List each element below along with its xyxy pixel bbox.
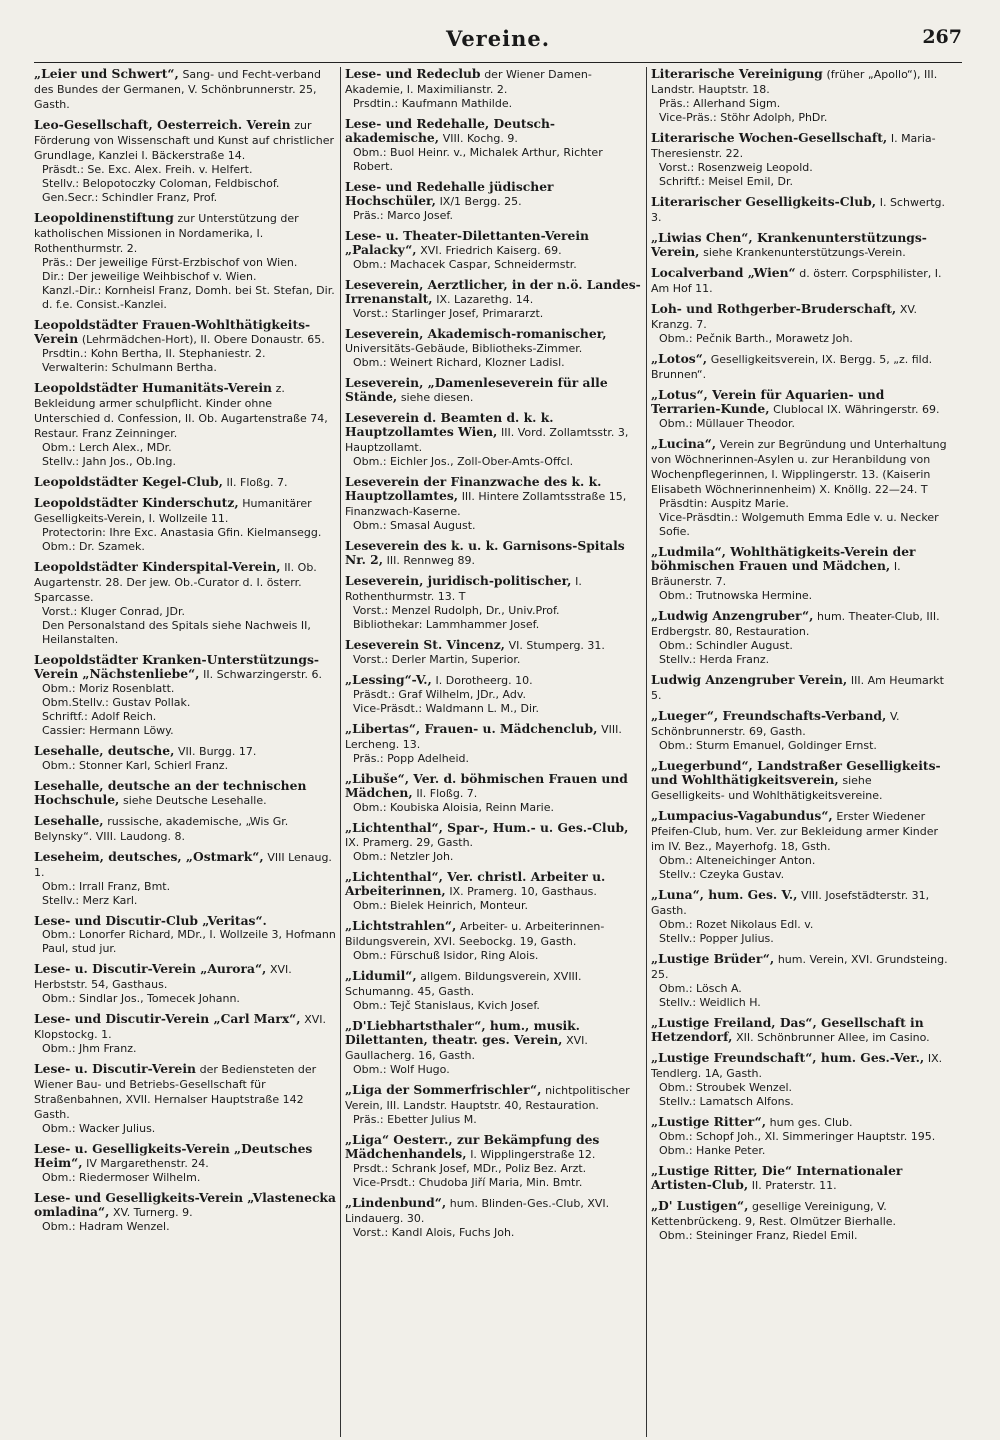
directory-entry: [345, 1019, 642, 1077]
entry-official: Obm.: Dr. Szamek.: [42, 540, 145, 553]
entry-details: Humanitärer Geselligkeits-Verein, I. Wollzeile 11.: [34, 497, 312, 525]
directory-entry: [34, 381, 336, 469]
entry-name: Leseverein, Aerztlicher, in der n.ö. Landes-Irrenanstalt,: [345, 277, 641, 306]
entry-official: Stellv.: Belopotoczky Coloman, Feldbischof.: [42, 177, 280, 190]
entry-official: Obm.: Trutnowska Hermine.: [659, 589, 813, 602]
directory-entry: [34, 1012, 336, 1056]
entry-official: Kanzl.-Dir.: Kornheisl Franz, Domh. bei St. Stefan, Dir. d. f.e. Consist.-Kanzlei.: [42, 284, 335, 311]
entry-official: Obm.: Irrall Franz, Bmt.: [42, 880, 171, 893]
directory-entry: [651, 673, 948, 703]
directory-entry: [345, 539, 642, 568]
directory-entry: [651, 352, 948, 382]
page-number: 267: [922, 26, 962, 48]
directory-entry: [34, 814, 336, 844]
entry-details: siehe Krankenunterstützungs-Verein.: [703, 246, 906, 259]
entry-details: XII. Schönbrunner Allee, im Casino.: [736, 1031, 930, 1044]
entry-details: I. Maria-Theresienstr. 22.: [651, 132, 936, 160]
entry-official: Vorst.: Kandl Alois, Fuchs Joh.: [353, 1226, 515, 1239]
entry-details: Verein zur Begründung und Unterhaltung von Wöchnerinnen-Asylen u. zur Heranbildung von Wochenpflegerinnen, I. Wipplingerstr. 13. (Kaiserin Elisabeth Wöchnerinnenheim) X. Knöllg. 22—24. T: [651, 438, 947, 496]
entry-details: II. Praterstr. 11.: [751, 1179, 837, 1192]
entry-details: z. Bekleidung armer schulpflicht. Kinder ohne Unterschied d. Confession, II. Ob. Augartenstraße 74, Restaur. Franz Zeinninger.: [34, 382, 328, 440]
directory-entry: [345, 821, 642, 864]
entry-name: „Lustige Freiland, Das“, Gesellschaft in Hetzendorf,: [651, 1015, 924, 1044]
entry-official: Obm.Stellv.: Gustav Pollak.: [42, 696, 191, 709]
entry-details: hum. Theater-Club, III. Erdbergstr. 80, Restauration.: [651, 610, 940, 638]
entry-official: Präsdt.: Se. Exc. Alex. Freih. v. Helfert.: [42, 163, 253, 176]
entry-official: Verwalterin: Schulmann Bertha.: [42, 361, 217, 374]
entry-name: Leseverein, juridisch-politischer,: [345, 573, 572, 588]
directory-entry: [651, 388, 948, 431]
entry-name: „Lustige Ritter, Die“ Internationaler Artisten-Club,: [651, 1163, 903, 1192]
entry-details: allgem. Bildungsverein, XVIII. Schumanng. 45, Gasth.: [345, 970, 582, 998]
entry-official: Cassier: Hermann Löwy.: [42, 724, 174, 737]
entry-details: siehe Deutsche Lesehalle.: [122, 794, 267, 807]
entry-name: „D'Liebhartsthaler“, hum., musik. Dilettanten, theatr. ges. Verein,: [345, 1018, 580, 1047]
entry-details: Erster Wiedener Pfeifen-Club, hum. Ver. zur Bekleidung armer Kinder im IV. Bez., Mayerhofg. 18, Gsth.: [651, 810, 939, 853]
directory-entry: [651, 67, 948, 125]
directory-entry: [651, 131, 948, 189]
column-left: [34, 67, 340, 1437]
directory-entry: [34, 496, 336, 554]
entry-official: Obm.: Stroubek Wenzel.: [659, 1081, 793, 1094]
entry-official: Obm.: Sindlar Jos., Tomecek Johann.: [42, 992, 240, 1005]
entry-official: Präs.: Popp Adelheid.: [353, 752, 469, 765]
directory-entry: [345, 638, 642, 667]
entry-name: Leseverein, „Damenleseverein für alle Stände,: [345, 375, 608, 404]
entry-name: „Lustige Brüder“,: [651, 951, 775, 966]
entry-official: Stellv.: Popper Julius.: [659, 932, 774, 945]
entry-name: „Lotos“,: [651, 351, 708, 366]
page-header: [34, 26, 962, 56]
entry-official: Obm.: Pečnik Barth., Morawetz Joh.: [659, 332, 853, 345]
directory-entry: [651, 709, 948, 753]
entry-details: Arbeiter- u. Arbeiterinnen-Bildungsverein, XVI. Seebockg. 19, Gasth.: [345, 920, 605, 948]
entry-details: V. Schönbrunnerstr. 69, Gasth.: [651, 710, 900, 738]
entry-official: Präs.: Marco Josef.: [353, 209, 453, 222]
entry-name: Leseheim, deutsches, „Ostmark“,: [34, 849, 264, 864]
entry-details: Geselligkeitsverein, IX. Bergg. 5, „z. fild. Brunnen“.: [651, 353, 933, 381]
entry-official: Obm.: Hadram Wenzel.: [42, 1220, 170, 1233]
directory-entry: [345, 411, 642, 469]
entry-official: Obm.: Lonorfer Richard, MDr., I. Wollzeile 3, Hofmann Paul, stud jur.: [42, 928, 336, 955]
entry-name: „Lichtenthal“, Spar-, Hum.- u. Ges.-Club,: [345, 820, 629, 835]
entry-details: IV Margarethenstr. 24.: [86, 1157, 209, 1170]
directory-entry: [651, 1051, 948, 1109]
entry-official: Obm.: Tejč Stanislaus, Kvich Josef.: [353, 999, 540, 1012]
entry-name: Literarischer Geselligkeits-Club,: [651, 194, 877, 209]
entry-name: Lesehalle, deutsche an der technischen Hochschule,: [34, 778, 307, 807]
entry-name: Lesehalle, deutsche,: [34, 743, 175, 758]
directory-entry: [345, 969, 642, 1013]
entry-details: IX. Pramerg. 10, Gasthaus.: [449, 885, 597, 898]
entry-details: (Lehrmädchen-Hort), II. Obere Donaustr. 65.: [81, 333, 325, 346]
entry-name: Loh- und Rothgerber-Bruderschaft,: [651, 301, 897, 316]
entry-details: XVI. Klopstockg. 1.: [34, 1013, 326, 1041]
entry-details: XVI. Gaullacherg. 16, Gasth.: [345, 1034, 588, 1062]
directory-entry: [34, 653, 336, 738]
entry-official: Obm.: Hanke Peter.: [659, 1144, 766, 1157]
entry-details: zur Förderung von Wissenschaft und Kunst auf christlicher Grundlage, Kanzlei I. Bäckerstraße 14.: [34, 119, 334, 162]
entry-name: Lese- und Redeclub: [345, 67, 481, 81]
entry-details: VIII. Lercheng. 13.: [345, 723, 622, 751]
entry-name: Leseverein des k. u. k. Garnisons-Spitals Nr. 2,: [345, 538, 625, 567]
entry-name: Ludwig Anzengruber Verein,: [651, 672, 848, 687]
directory-entry: [34, 1191, 336, 1234]
entry-official: Vorst.: Menzel Rudolph, Dr., Univ.Prof.: [353, 604, 560, 617]
entry-official: Vice-Präs.: Stöhr Adolph, PhDr.: [659, 111, 828, 124]
entry-official: Obm.: Netzler Joh.: [353, 850, 454, 863]
directory-entry: [345, 722, 642, 766]
directory-entry: [345, 475, 642, 533]
entry-details: III. Vord. Zollamtsstr. 3, Hauptzollamt.: [345, 426, 629, 454]
entry-official: Stellv.: Herda Franz.: [659, 653, 770, 666]
directory-entry: [345, 376, 642, 405]
entry-name: „Lotus“, Verein für Aquarien- und Terrarien-Kunde,: [651, 387, 885, 416]
directory-entry: [651, 195, 948, 225]
entry-official: Vorst.: Derler Martin, Superior.: [353, 653, 521, 666]
entry-official: Prsdtin.: Kaufmann Mathilde.: [353, 97, 513, 110]
entry-official: Obm.: Alteneichinger Anton.: [659, 854, 816, 867]
directory-entry: [345, 673, 642, 716]
entry-name: Leopoldstädter Kranken-Unterstützungs-Verein „Nächstenliebe“,: [34, 652, 319, 681]
directory-entry: [651, 609, 948, 667]
directory-entry: [34, 318, 336, 375]
entry-name: Leseverein d. Beamten d. k. k. Hauptzollamtes Wien,: [345, 410, 554, 439]
entry-name: „Liwias Chen“, Krankenunterstützungs-Verein,: [651, 230, 927, 259]
entry-name: Lese- und Discutir-Verein „Carl Marx“,: [34, 1011, 301, 1026]
entry-official: Präs.: Allerhand Sigm.: [659, 97, 781, 110]
entry-details: hum ges. Club.: [769, 1116, 853, 1129]
entry-details: (früher „Apollo“), III. Landstr. Hauptstr. 18.: [651, 68, 938, 96]
directory-entry: [34, 67, 336, 112]
entry-name: Lese- u. Discutir-Verein „Aurora“,: [34, 961, 267, 976]
column-middle: [340, 67, 646, 1437]
entry-name: „Lessing“-V.,: [345, 672, 432, 687]
entry-details: I. Rothenthurmstr. 13. T: [345, 575, 582, 603]
entry-name: Lese- u. Geselligkeits-Verein „Deutsches Heim“,: [34, 1141, 313, 1170]
entry-name: „Lichtenthal“, Ver. christl. Arbeiter u. Arbeiterinnen,: [345, 869, 606, 898]
entry-name: Leopoldstädter Frauen-Wohlthätigkeits-Verein: [34, 317, 311, 346]
entry-name: Literarische Wochen-Gesellschaft,: [651, 130, 888, 145]
directory-entry: [34, 118, 336, 205]
entry-name: Lesehalle,: [34, 813, 104, 828]
directory-entry: [345, 117, 642, 174]
entry-name: Leopoldstädter Kinderschutz,: [34, 495, 239, 510]
entry-official: Stellv.: Jahn Jos., Ob.Ing.: [42, 455, 176, 468]
directory-entry: [34, 962, 336, 1006]
directory-entry: [651, 759, 948, 803]
entry-details: XV. Turnerg. 9.: [113, 1206, 193, 1219]
entry-official: Obm.: Wolf Hugo.: [353, 1063, 450, 1076]
entry-name: „Lumpacius-Vagabundus“,: [651, 808, 833, 823]
directory-entry: [34, 1142, 336, 1185]
entry-details: IX. Pramerg. 29, Gasth.: [345, 836, 474, 849]
header-rule: [34, 62, 962, 63]
entry-details: III. Am Heumarkt 5.: [651, 674, 944, 702]
entry-name: „Ludmila“, Wohlthätigkeits-Verein der böhmischen Frauen und Mädchen,: [651, 544, 916, 573]
directory-entry: [345, 180, 642, 223]
entry-name: „Lustige Ritter“,: [651, 1114, 766, 1129]
directory-entry: [34, 850, 336, 908]
entry-name: „Lucina“,: [651, 436, 717, 451]
entry-official: Schriftf.: Adolf Reich.: [42, 710, 157, 723]
entry-details: gesellige Vereinigung, V. Kettenbrückeng. 9, Rest. Olmützer Bierhalle.: [651, 1200, 897, 1228]
directory-entry: [651, 809, 948, 882]
entry-details: hum. Verein, XVI. Grundsteing. 25.: [651, 953, 948, 981]
entry-name: „Liga der Sommerfrischler“,: [345, 1082, 542, 1097]
entry-official: Obm.: Koubiska Aloisia, Reinn Marie.: [353, 801, 554, 814]
entry-official: Den Personalstand des Spitals siehe Nachweis II, Heilanstalten.: [42, 619, 311, 646]
entry-details: VIII Lenaug. 1.: [34, 851, 332, 879]
entry-official: Obm.: Lerch Alex., MDr.: [42, 441, 172, 454]
directory-entry: [34, 211, 336, 312]
entry-official: Stellv.: Weidlich H.: [659, 996, 761, 1009]
entry-name: Leopoldstädter Humanitäts-Verein: [34, 380, 272, 395]
entry-name: Lese- und Discutir-Club „Veritas“.: [34, 913, 267, 928]
directory-entry: [651, 302, 948, 346]
entry-name: „Luna“, hum. Ges. V.,: [651, 887, 798, 902]
entry-official: Obm.: Fürschuß Isidor, Ring Alois.: [353, 949, 539, 962]
entry-name: Localverband „Wien“: [651, 265, 796, 280]
directory-entry: [651, 888, 948, 946]
entry-details: Sang- und Fecht-verband des Bundes der Germanen, V. Schönbrunnerstr. 25, Gasth.: [34, 68, 321, 111]
directory-entry: [34, 744, 336, 773]
entry-official: Vorst.: Starlinger Josef, Primararzt.: [353, 307, 544, 320]
entry-name: „D' Lustigen“,: [651, 1198, 749, 1213]
entry-name: Leopoldinenstiftung: [34, 210, 174, 225]
directory-entry: [345, 1083, 642, 1127]
entry-official: Obm.: Sturm Emanuel, Goldinger Ernst.: [659, 739, 877, 752]
entry-details: Universitäts-Gebäude, Bibliotheks-Zimmer.: [345, 342, 583, 355]
directory-entry: [651, 1016, 948, 1045]
entry-name: Leopoldstädter Kegel-Club,: [34, 474, 223, 489]
directory-entry: [34, 560, 336, 647]
entry-details: VIII. Josefstädterstr. 31, Gasth.: [651, 889, 930, 917]
entry-details: IX/1 Bergg. 25.: [439, 195, 522, 208]
entry-official: Stellv.: Czeyka Gustav.: [659, 868, 785, 881]
directory-entry: [34, 1062, 336, 1136]
entry-official: Vice-Präsdt.: Waldmann L. M., Dir.: [353, 702, 540, 715]
entry-official: Obm.: Weinert Richard, Klozner Ladisl.: [353, 356, 565, 369]
entry-details: II. Ob. Augartenstr. 28. Der jew. Ob.-Curator d. I. österr. Sparcasse.: [34, 561, 317, 604]
column-right: [646, 67, 952, 1437]
entry-official: Präs.: Ebetter Julius M.: [353, 1113, 477, 1126]
entry-name: Lese- und Redehalle, Deutsch-akademische,: [345, 116, 556, 145]
entry-details: I. Bräunerstr. 7.: [651, 560, 901, 588]
entry-details: der Wiener Damen-Akademie, I. Maximilianstr. 2.: [345, 68, 592, 96]
entry-official: Obm.: Schindler August.: [659, 639, 793, 652]
entry-name: „Libuše“, Ver. d. böhmischen Frauen und Mädchen,: [345, 771, 628, 800]
entry-name: Lese- u. Theater-Dilettanten-Verein „Palacky“,: [345, 228, 589, 257]
entry-name: „Lichtstrahlen“,: [345, 918, 457, 933]
directory-entry: [34, 914, 336, 956]
entry-official: Präs.: Der jeweilige Fürst-Erzbischof von Wien.: [42, 256, 298, 269]
entry-name: Leseverein der Finanzwache des k. k. Hauptzollamtes,: [345, 474, 602, 503]
directory-entry: [34, 779, 336, 808]
entry-official: Obm.: Rozet Nikolaus Edl. v.: [659, 918, 814, 931]
directory-entry: [651, 1164, 948, 1193]
entry-details: VII. Burgg. 17.: [178, 745, 257, 758]
entry-details: Clublocal IX. Währingerstr. 69.: [773, 403, 940, 416]
entry-official: Obm.: Bielek Heinrich, Monteur.: [353, 899, 529, 912]
entry-name: „Ludwig Anzengruber“,: [651, 608, 814, 623]
entry-details: XV. Kranzg. 7.: [651, 303, 917, 331]
entry-official: Vice-Prsdt.: Chudoba Jiří Maria, Min. Bmtr.: [353, 1176, 583, 1189]
entry-details: IX. Tendlerg. 1A, Gasth.: [651, 1052, 943, 1080]
directory-entry: [651, 952, 948, 1010]
entry-official: Bibliothekar: Lammhammer Josef.: [353, 618, 540, 631]
directory-entry: [345, 278, 642, 321]
entry-details: VIII. Kochg. 9.: [442, 132, 518, 145]
entry-name: Leseverein, Akademisch-romanischer,: [345, 326, 607, 341]
entry-official: Obm.: Smasal August.: [353, 519, 476, 532]
entry-details: II. Floßg. 7.: [416, 787, 478, 800]
entry-official: Obm.: Machacek Caspar, Schneidermstr.: [353, 258, 577, 271]
entry-name: „Leier und Schwert“,: [34, 67, 179, 81]
entry-details: III. Hintere Zollamtsstraße 15, Finanzwach-Kaserne.: [345, 490, 627, 518]
entry-official: Obm.: Wacker Julius.: [42, 1122, 156, 1135]
entry-official: Protectorin: Ihre Exc. Anastasia Gfin. Kielmansegg.: [42, 526, 322, 539]
directory-entry: [651, 266, 948, 296]
entry-details: siehe diesen.: [400, 391, 474, 404]
directory-entry: [651, 437, 948, 539]
entry-official: Präsdtin: Auspitz Marie.: [659, 497, 789, 510]
entry-name: Lese- und Geselligkeits-Verein „Vlastenecka omladina“,: [34, 1190, 336, 1219]
directory-entry: [345, 327, 642, 370]
entry-details: d. österr. Corpsphilister, I. Am Hof 11.: [651, 267, 942, 295]
directory-entry: [345, 574, 642, 632]
entry-details: XVI. Friedrich Kaiserg. 69.: [420, 244, 562, 257]
entry-name: „Lueger“, Freundschafts-Verband,: [651, 708, 887, 723]
entry-official: Obm.: Buol Heinr. v., Michalek Arthur, Richter Robert.: [353, 146, 603, 173]
directory-entry: [345, 772, 642, 815]
directory-entry: [345, 870, 642, 913]
entry-details: russische, akademische, „Wis Gr. Belynsky“. VIII. Laudong. 8.: [34, 815, 289, 843]
columns: [34, 67, 962, 1437]
entry-details: siehe Geselligkeits- und Wohlthätigkeitsvereine.: [651, 774, 883, 802]
entry-official: Dir.: Der jeweilige Weihbischof v. Wien.: [42, 270, 257, 283]
entry-official: Obm.: Schopf Joh., XI. Simmeringer Hauptstr. 195.: [659, 1130, 936, 1143]
entry-details: hum. Blinden-Ges.-Club, XVI. Lindauerg. 30.: [345, 1197, 610, 1225]
directory-entry: [345, 1133, 642, 1190]
entry-details: IX. Lazarethg. 14.: [436, 293, 534, 306]
directory-entry: [651, 231, 948, 260]
entry-details: der Bediensteten der Wiener Bau- und Betriebs-Gesellschaft für Straßenbahnen, XVII. Hernalser Hauptstraße 142 Gasth.: [34, 1063, 317, 1121]
entry-name: „Luegerbund“, Landstraßer Geselligkeits- und Wohlthätigkeitsverein,: [651, 758, 941, 787]
entry-name: „Libertas“, Frauen- u. Mädchenclub,: [345, 721, 598, 736]
entry-official: Obm.: Müllauer Theodor.: [659, 417, 796, 430]
entry-details: II. Floßg. 7.: [226, 476, 288, 489]
directory-entry: [651, 1199, 948, 1243]
entry-official: Obm.: Steininger Franz, Riedel Emil.: [659, 1229, 858, 1242]
entry-official: Schriftf.: Meisel Emil, Dr.: [659, 175, 793, 188]
entry-details: VI. Stumperg. 31.: [508, 639, 605, 652]
entry-name: „Lustige Freundschaft“, hum. Ges.-Ver.,: [651, 1050, 925, 1065]
entry-official: Obm.: Moriz Rosenblatt.: [42, 682, 175, 695]
directory-entry: [651, 545, 948, 603]
entry-official: Stellv.: Lamatsch Alfons.: [659, 1095, 794, 1108]
entry-official: Prsdtin.: Kohn Bertha, II. Stephaniestr. 2.: [42, 347, 266, 360]
entry-official: Prsdt.: Schrank Josef, MDr., Poliz Bez. Arzt.: [353, 1162, 587, 1175]
entry-details: nichtpolitischer Verein, III. Landstr. Hauptstr. 40, Restauration.: [345, 1084, 630, 1112]
directory-entry: [345, 229, 642, 272]
entry-details: XVI. Herbststr. 54, Gasthaus.: [34, 963, 292, 991]
entry-official: Stellv.: Merz Karl.: [42, 894, 138, 907]
entry-official: Obm.: Lösch A.: [659, 982, 742, 995]
entry-name: Leseverein St. Vincenz,: [345, 637, 505, 652]
directory-entry: [34, 475, 336, 490]
directory-entry: [651, 1115, 948, 1158]
entry-name: „Liga“ Oesterr., zur Bekämpfung des Mädchenhandels,: [345, 1132, 600, 1161]
entry-name: „Lindenbund“,: [345, 1195, 447, 1210]
directory-entry: [345, 67, 642, 111]
entry-details: I. Wipplingerstraße 12.: [470, 1148, 596, 1161]
entry-details: I. Schwertg. 3.: [651, 196, 946, 224]
entry-official: Präsdt.: Graf Wilhelm, JDr., Adv.: [353, 688, 527, 701]
entry-name: Leopoldstädter Kinderspital-Verein,: [34, 559, 281, 574]
entry-details: III. Rennweg 89.: [386, 554, 475, 567]
entry-name: Lese- und Redehalle jüdischer Hochschüler,: [345, 179, 554, 208]
entry-name: „Lidumil“,: [345, 968, 417, 983]
entry-details: zur Unterstützung der katholischen Missionen in Nordamerika, I. Rothenthurmstr. 2.: [34, 212, 299, 255]
entry-name: Leo-Gesellschaft, Oesterreich. Verein: [34, 117, 291, 132]
entry-official: Gen.Secr.: Schindler Franz, Prof.: [42, 191, 218, 204]
directory-entry: [345, 919, 642, 963]
entry-official: Obm.: Jhm Franz.: [42, 1042, 137, 1055]
entry-official: Vorst.: Kluger Conrad, JDr.: [42, 605, 186, 618]
page-title: Vereine.: [445, 26, 551, 51]
entry-official: Vorst.: Rosenzweig Leopold.: [659, 161, 813, 174]
entry-details: II. Schwarzingerstr. 6.: [203, 668, 322, 681]
directory-entry: [345, 1196, 642, 1240]
entry-details: I. Dorotheerg. 10.: [435, 674, 533, 687]
entry-official: Obm.: Eichler Jos., Zoll-Ober-Amts-Offcl.: [353, 455, 574, 468]
entry-name: Lese- u. Discutir-Verein: [34, 1061, 196, 1076]
entry-official: Obm.: Riedermoser Wilhelm.: [42, 1171, 201, 1184]
entry-official: Obm.: Stonner Karl, Schierl Franz.: [42, 759, 229, 772]
entry-name: Literarische Vereinigung: [651, 67, 823, 81]
entry-official: Vice-Präsdtin.: Wolgemuth Emma Edle v. u. Necker Sofie.: [659, 511, 939, 538]
